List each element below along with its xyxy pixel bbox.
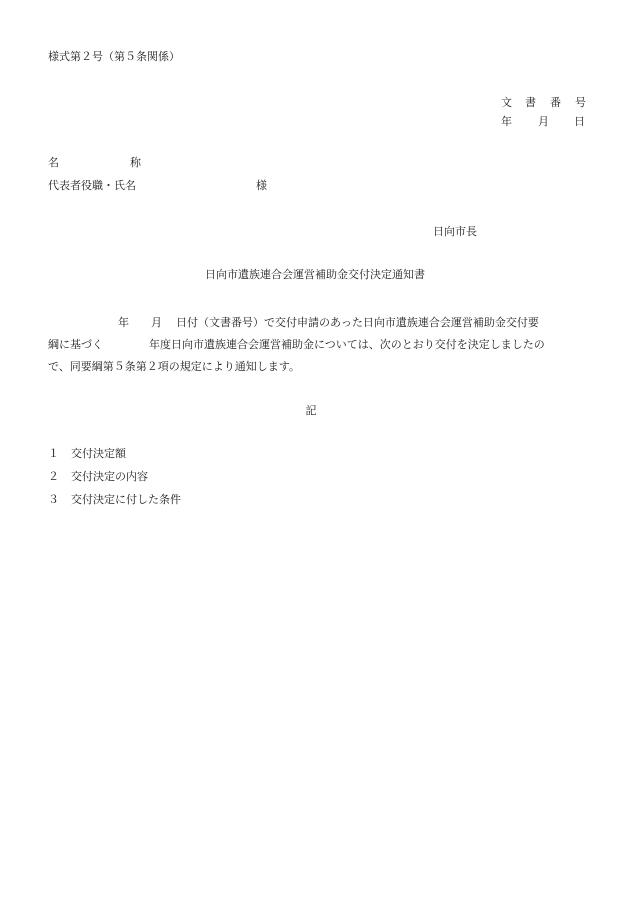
body-line2-text: 年度日向市遺族連合会運営補助金については、次のとおり交付を決定しましたの <box>149 338 545 351</box>
honorific: 様 <box>256 179 267 192</box>
recipient-name-label <box>48 156 141 170</box>
item-list <box>48 447 181 516</box>
body-line-2 <box>48 334 588 356</box>
sender-mayor: 日向市長 <box>433 225 477 238</box>
name-char: 名 <box>48 156 59 169</box>
list-item <box>48 470 181 493</box>
doc-number-char: 書 <box>525 96 536 109</box>
list-item <box>48 447 181 470</box>
body-paragraph <box>48 312 588 378</box>
doc-number-char: 文 <box>501 96 512 109</box>
list-item <box>48 493 181 516</box>
document-title: 日向市遺族連合会運営補助金交付決定通知書 <box>205 268 425 281</box>
date-year-char: 年 <box>501 115 512 128</box>
date-month-char: 月 <box>538 115 549 128</box>
item-number: ２ <box>48 470 59 483</box>
document-number-label <box>501 96 586 110</box>
date-day-char: 日 <box>574 115 585 128</box>
body-line1-text: 日付（文書番号）で交付申請のあった日向市遺族連合会運営補助金交付要 <box>176 316 539 329</box>
item-text: 交付決定に付した条件 <box>71 493 181 506</box>
body-line2-start: 綱に基づく <box>48 338 103 351</box>
body-month: 月 <box>151 316 162 329</box>
doc-number-char: 番 <box>550 96 561 109</box>
date-label <box>501 115 585 129</box>
representative-label: 代表者役職・氏名 <box>48 179 136 192</box>
body-year: 年 <box>118 316 129 329</box>
name-char: 称 <box>130 156 141 169</box>
representative-row <box>48 179 267 193</box>
item-text: 交付決定の内容 <box>71 470 148 483</box>
item-text: 交付決定額 <box>71 447 126 460</box>
item-number: ３ <box>48 493 59 506</box>
ki-heading: 記 <box>305 404 317 417</box>
doc-number-char: 号 <box>575 96 586 109</box>
item-number: １ <box>48 447 59 460</box>
body-line-1 <box>48 312 588 334</box>
body-line-3: で、同要綱第５条第２項の規定により通知します。 <box>48 360 300 373</box>
form-label: 様式第２号（第５条関係） <box>48 50 180 63</box>
